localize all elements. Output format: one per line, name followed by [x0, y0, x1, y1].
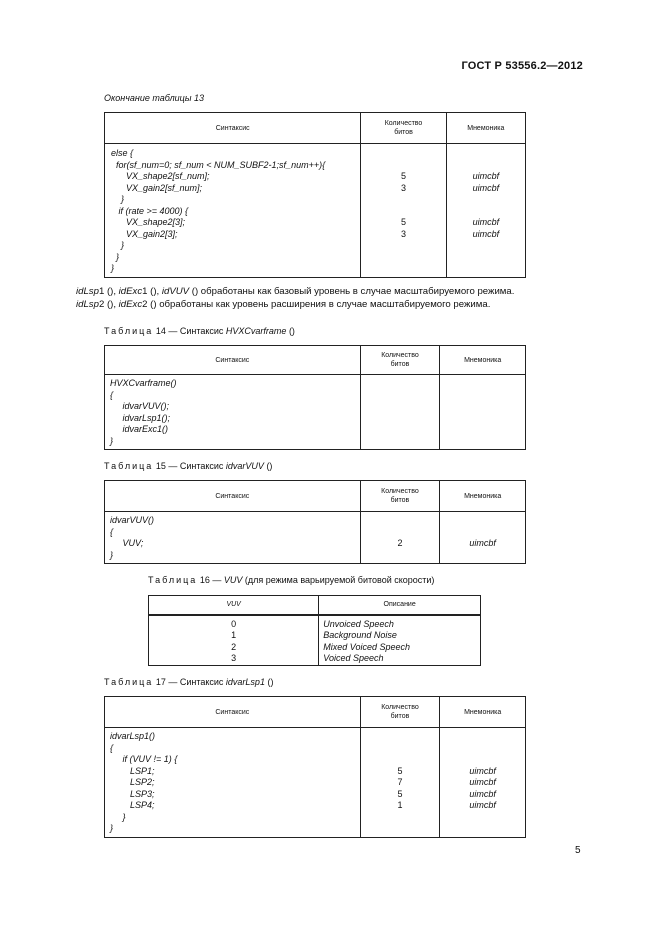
mnemonic-value: uimcbf: [469, 777, 496, 787]
table15-header-bits: Количество битов: [360, 481, 440, 512]
code-line: {: [110, 526, 114, 537]
table13-header-mnemonic: Мнемоника: [446, 113, 525, 144]
table13-code: [111, 148, 360, 275]
table14-code: [110, 378, 360, 447]
code-line: VX_shape2[sf_num];: [111, 171, 210, 181]
table16-caption: [148, 575, 434, 585]
vuv-value: 1: [231, 630, 237, 640]
table17-mnemonic-cell: [440, 728, 526, 838]
caption-word: Таблица: [104, 461, 154, 471]
code-line: idvarLsp1();: [110, 412, 171, 423]
vuv-value: 3: [231, 653, 237, 663]
para-idexc: idExc: [118, 286, 143, 297]
table14-caption: [104, 326, 295, 336]
code-line: LSP2;: [110, 777, 155, 787]
vuv-description: Voiced Speech: [323, 653, 384, 663]
table17-code: [110, 731, 360, 835]
code-line: LSP4;: [110, 800, 155, 810]
bits-value: 1: [397, 800, 403, 810]
caption-word: Таблица: [104, 326, 154, 336]
mnemonic-value: uimcbf: [472, 171, 500, 181]
table16-descriptions-cell: [319, 615, 481, 666]
bits-value: [361, 754, 440, 766]
table17-header-syntax: Синтаксис: [105, 697, 361, 728]
code-line: VX_gain2[sf_num];: [111, 182, 203, 193]
table13-caption: Окончание таблицы 13: [104, 93, 204, 103]
mnemonic-value: uimcbf: [472, 182, 500, 193]
mnemonic-value: uimcbf: [469, 538, 496, 548]
mnemonic-value: [440, 515, 525, 527]
table16-header-vuv: VUV: [149, 596, 319, 615]
table15-mnemonics: [440, 515, 525, 561]
para-text: 1 (),: [142, 286, 162, 297]
code-line: {: [110, 742, 114, 753]
bits-value: [361, 240, 445, 252]
table17-mnemonics: [440, 731, 525, 835]
mnemonic-value: [447, 148, 525, 160]
mnemonic-value: [447, 160, 525, 172]
mnemonic-value: uimcbf: [472, 217, 500, 227]
para-text: () обработаны как базовый уровень в случае масштабируемого режима.: [189, 286, 515, 297]
mnemonic-value: uimcbf: [472, 228, 500, 239]
table14-header-syntax: Синтаксис: [105, 346, 361, 375]
table13-header-syntax: Синтаксис: [105, 113, 361, 144]
code-line: }: [111, 251, 120, 262]
code-line: {: [110, 389, 114, 400]
table14: [104, 345, 526, 450]
bits-value: [361, 194, 445, 206]
table16-descriptions: [323, 619, 480, 665]
bits-value: 5: [397, 765, 403, 776]
code-line: }: [111, 194, 125, 204]
standard-code: ГОСТ Р 53556.2—2012: [461, 60, 583, 72]
bits-value: [361, 823, 440, 835]
table14-bits-cell: [360, 375, 440, 450]
code-line: LSP3;: [110, 788, 155, 799]
para-text: 2 (),: [98, 299, 119, 310]
code-line: idvarVUV(): [110, 515, 155, 525]
code-line: idvarVUV();: [110, 401, 170, 411]
bits-value: 3: [401, 228, 407, 239]
table13-bits: [361, 148, 445, 275]
table15: [104, 480, 526, 564]
mnemonic-value: [447, 240, 525, 252]
mnemonic-value: uimcbf: [469, 765, 496, 776]
code-line: }: [111, 263, 115, 273]
caption-end: (): [286, 326, 295, 336]
vuv-description: Mixed Voiced Speech: [323, 641, 411, 652]
mnemonic-value: [440, 743, 525, 755]
caption-word: Таблица: [148, 575, 198, 585]
code-line: for(sf_num=0; sf_num < NUM_SUBF2-1;sf_num++){: [111, 159, 326, 170]
para-idexc: idExc: [118, 299, 143, 310]
table15-code-cell: [105, 512, 361, 564]
bits-value: 2: [397, 538, 403, 548]
code-line: idvarLsp1(): [110, 731, 156, 741]
table15-mnemonic-cell: [440, 512, 526, 564]
table16: [148, 595, 481, 666]
bits-value: [361, 148, 445, 160]
table15-bits: [361, 515, 440, 561]
mnemonic-value: uimcbf: [469, 788, 496, 799]
table15-caption: [104, 461, 272, 471]
bits-value: [361, 160, 445, 172]
table17-code-cell: [105, 728, 361, 838]
caption-word: Таблица: [104, 677, 154, 687]
mnemonic-value: [440, 731, 525, 743]
table14-header-mnemonic: Мнемоника: [440, 346, 526, 375]
code-line: idvarExc1(): [110, 424, 169, 434]
mnemonic-value: uimcbf: [469, 800, 496, 810]
table13-mnemonic-cell: [446, 144, 525, 278]
table15-header-syntax: Синтаксис: [105, 481, 361, 512]
para-idlsp: idLsp: [76, 299, 99, 310]
bits-value: [361, 812, 440, 824]
bits-value: [361, 527, 440, 539]
table13-header-bits: Количество битов: [361, 113, 446, 144]
table17-bits-cell: [360, 728, 440, 838]
bits-value: 5: [401, 217, 407, 227]
bits-value: [361, 206, 445, 218]
code-line: else {: [111, 148, 134, 158]
caption-italic: VUV: [223, 575, 243, 585]
code-line: VUV;: [110, 538, 144, 548]
vuv-value: 2: [231, 641, 237, 652]
caption-italic: HVXCvarframe: [225, 326, 287, 336]
caption-italic: idvarVUV: [225, 461, 264, 471]
vuv-description: Background Noise: [323, 630, 397, 640]
bits-value: [361, 515, 440, 527]
table13-mnemonics: [447, 148, 525, 275]
table14-code-cell: [105, 375, 361, 450]
caption-end: (): [264, 677, 274, 687]
vuv-value: 0: [231, 618, 237, 629]
table16-header-description: Описание: [319, 596, 481, 615]
caption-text: 16 —: [199, 575, 224, 585]
code-line: }: [111, 240, 125, 250]
code-line: if (rate >= 4000) {: [111, 205, 189, 216]
caption-text: 14 — Синтаксис: [155, 326, 226, 336]
para-idvuv: idVUV: [161, 286, 190, 297]
code-line: VX_gain2[3];: [111, 228, 178, 239]
para-text: 2 () обработаны как уровень расширения в случае масштабируемого режима.: [142, 299, 491, 310]
table14-mnemonic-cell: [440, 375, 526, 450]
code-line: }: [110, 435, 114, 446]
table17-header-bits: Количество битов: [360, 697, 440, 728]
code-line: }: [110, 823, 114, 833]
table17-caption: [104, 677, 273, 687]
para-text: 1 (),: [98, 286, 119, 297]
table17: [104, 696, 526, 838]
caption-text: 15 — Синтаксис: [155, 461, 226, 471]
bits-value: 5: [401, 171, 407, 181]
code-line: }: [110, 811, 126, 822]
mnemonic-value: [440, 527, 525, 539]
table16-values-cell: [149, 615, 319, 666]
caption-text: 17 — Синтаксис: [155, 677, 226, 687]
caption-end: (): [263, 461, 273, 471]
caption-italic: idvarLsp1: [225, 677, 265, 687]
mnemonic-value: [440, 812, 525, 824]
mnemonic-value: [447, 252, 525, 264]
mnemonic-value: [447, 206, 525, 218]
table17-bits: [361, 731, 440, 835]
bits-value: [361, 731, 440, 743]
mnemonic-value: [447, 194, 525, 206]
code-line: LSP1;: [110, 765, 155, 776]
table13-code-cell: [105, 144, 361, 278]
para-idlsp: idLsp: [76, 286, 99, 297]
table16-values: [149, 619, 318, 665]
bits-value: 5: [397, 788, 403, 799]
mnemonic-value: [440, 823, 525, 835]
bits-value: [361, 550, 440, 562]
table13-bits-cell: [361, 144, 446, 278]
bits-value: [361, 263, 445, 275]
table14-header-bits: Количество битов: [360, 346, 440, 375]
bits-value: [361, 743, 440, 755]
bits-value: 3: [401, 182, 407, 193]
bits-value: 7: [397, 777, 403, 787]
table13: [104, 112, 526, 278]
table15-code: [110, 515, 360, 561]
page-number: 5: [575, 845, 581, 856]
code-line: HVXCvarframe(): [110, 378, 177, 388]
bits-value: [361, 252, 445, 264]
mnemonic-value: [440, 550, 525, 562]
mnemonic-value: [447, 263, 525, 275]
mnemonic-value: [440, 754, 525, 766]
code-line: }: [110, 549, 114, 560]
description-paragraph: [76, 285, 596, 311]
table17-header-mnemonic: Мнемоника: [440, 697, 526, 728]
code-line: VX_shape2[3];: [111, 217, 186, 227]
paragraph-line-1: [76, 285, 596, 298]
vuv-description: Unvoiced Speech: [323, 618, 394, 629]
paragraph-line-2: [76, 298, 596, 311]
table15-header-mnemonic: Мнемоника: [440, 481, 526, 512]
caption-end: (для режима варьируемой битовой скорости): [242, 575, 435, 585]
table15-bits-cell: [360, 512, 440, 564]
code-line: if (VUV != 1) {: [110, 754, 178, 764]
